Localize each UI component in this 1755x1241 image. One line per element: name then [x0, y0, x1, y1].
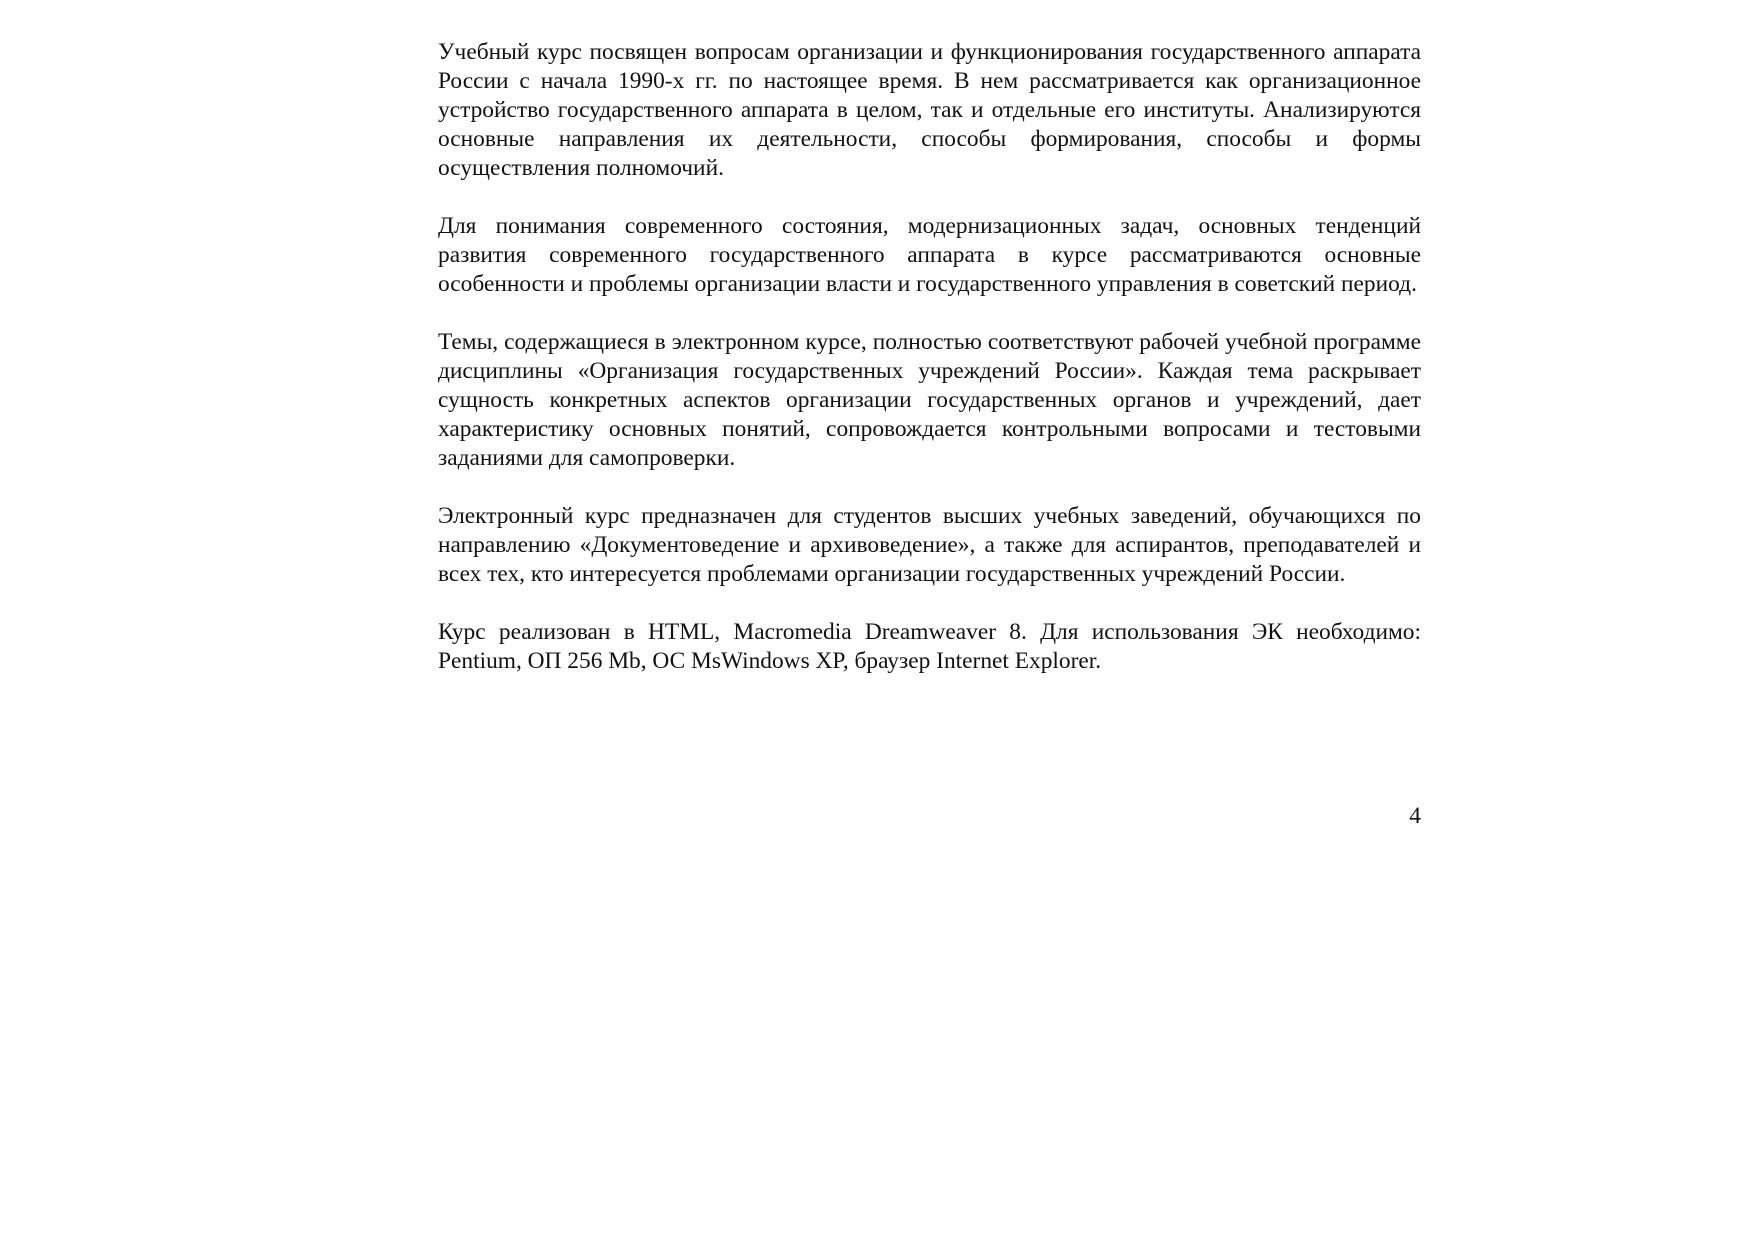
document-page — [438, 38, 1421, 705]
paragraph-system-requirements: Курс реализован в HTML, Macromedia Dreamweaver 8. Для использования ЭК необходимо: Pentium, ОП 256 Mb, ОС MsWindows XP, браузер Internet Explorer. — [438, 619, 1421, 674]
paragraph-soviet-period: Для понимания современного состояния, модернизационных задач, основных тенденций развития современного государственного аппарата в курсе рассматриваются основные особенности и проблемы организации власти и государственного управления в советский период. — [438, 213, 1421, 297]
paragraph-course-topics: Темы, содержащиеся в электронном курсе, полностью соответствуют рабочей учебной программе дисциплины «Организация государственных учреждений России». Каждая тема раскрывает сущность конкретных аспектов организации государственных органов и учреждений, дает характеристику основных понятий, сопровождается контрольными вопросами и тестовыми заданиями для самопроверки. — [438, 329, 1421, 471]
paragraph-course-description: Учебный курс посвящен вопросам организации и функционирования государственного аппарата России с начала 1990-х гг. по настоящее время. В нем рассматривается как организационное устройство государственного аппарата в целом, так и отдельные его институты. Анализируются основные направления их деятельности, способы формирования, способы и формы осуществления полномочий. — [438, 39, 1421, 181]
page-number: 4 — [1409, 803, 1421, 829]
paragraph-target-audience: Электронный курс предназначен для студентов высших учебных заведений, обучающихся по направлению «Документоведение и архивоведение», а также для аспирантов, преподавателей и всех тех, кто интересуется проблемами организации государственных учреждений России. — [438, 503, 1421, 587]
